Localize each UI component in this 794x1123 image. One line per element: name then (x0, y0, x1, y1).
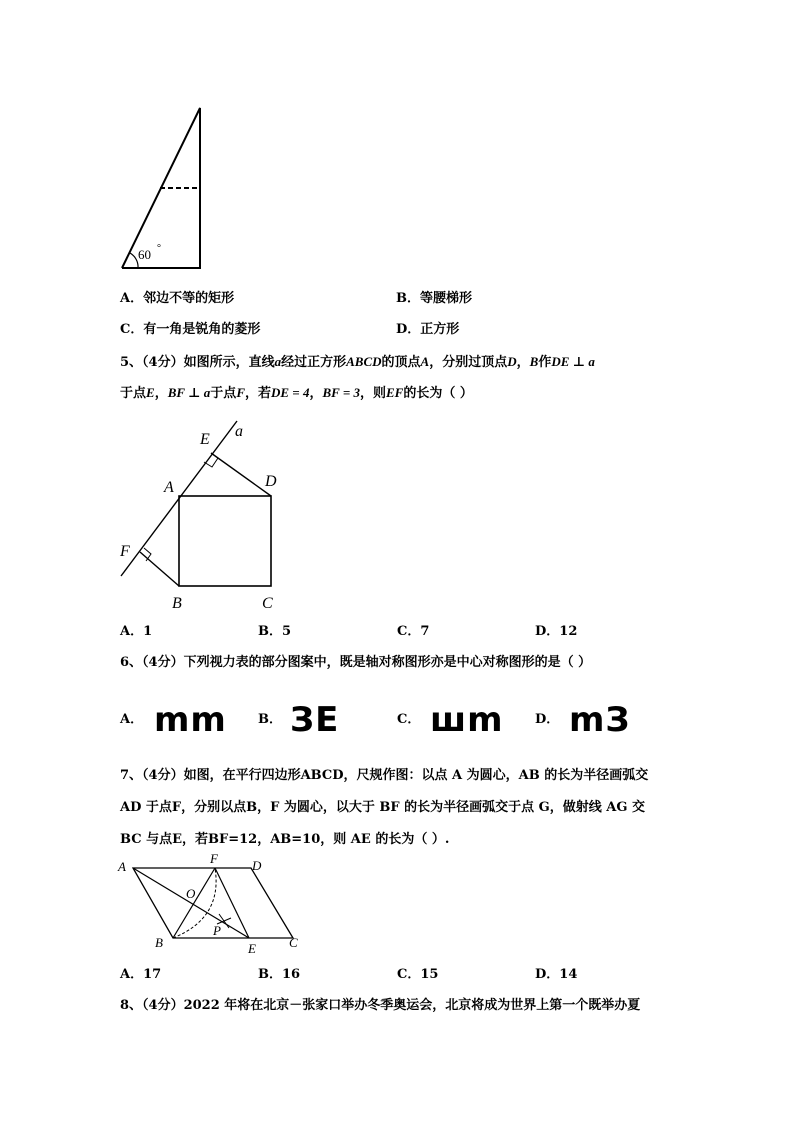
q6-option-b-letter[interactable]: B． (258, 712, 282, 727)
square-abcd (179, 496, 271, 586)
q5-stem-line2: 于点E，BF ⊥ a于点F，若DE = 4，BF = 3，则EF的长为（ ） (120, 385, 473, 401)
q5-option-b[interactable]: B．5 (258, 624, 292, 639)
q5-number: 5、（4分） (120, 355, 184, 370)
label-f: F (120, 543, 130, 560)
segment-de (211, 453, 271, 496)
q6-number: 6、（4分） (120, 655, 184, 670)
q6-option-c-glyph: шm (430, 700, 504, 740)
segment-bf (140, 552, 179, 586)
q6-stem: 6、（4分）下列视力表的部分图案中，既是轴对称图形亦是中心对称图形的是（ ） (120, 655, 592, 670)
q6-option-d-glyph: mЗ (569, 700, 631, 740)
q7-option-a[interactable]: A．17 (120, 967, 162, 982)
q7-parallelogram-figure (115, 852, 315, 956)
label-o: O (186, 886, 196, 901)
label-a-point: A (164, 479, 174, 496)
q7-option-b[interactable]: B．16 (258, 967, 301, 982)
degree-sign: ° (157, 243, 161, 254)
label-a-line: a (235, 423, 243, 440)
label-f: F (210, 852, 218, 866)
label-e: E (248, 941, 256, 956)
q5-option-c[interactable]: C．7 (397, 624, 430, 639)
q6-option-d-letter[interactable]: D． (535, 712, 560, 727)
q7-stem-line2: AD 于点F，分别以点B，F 为圆心，以大于 BF 的长为半径画弧交于点 G，做射线 AG 交 (120, 800, 645, 815)
q4-option-c[interactable]: C．有一角是锐角的菱形 (120, 322, 261, 337)
label-b: B (155, 935, 163, 950)
q6-option-a-glyph: mm (154, 700, 227, 740)
label-c: C (262, 595, 273, 612)
q4-triangle-figure (110, 100, 220, 280)
q6-option-b-glyph: ЗE (290, 700, 340, 740)
q8-stem-line1: 8、（4分）2022 年将在北京－张家口举办冬季奥运会，北京将成为世界上第一个既举办夏 (120, 998, 641, 1013)
label-a: A (118, 859, 126, 874)
label-d: D (252, 858, 262, 873)
label-d: D (265, 473, 277, 490)
q4-option-b[interactable]: B．等腰梯形 (396, 291, 473, 306)
right-angle-mark-f (144, 548, 151, 561)
q5-option-a[interactable]: A．1 (120, 624, 153, 639)
q4-option-a[interactable]: A．邻边不等的矩形 (120, 291, 235, 306)
q4-option-d[interactable]: D．正方形 (396, 322, 460, 337)
label-p: P (213, 923, 221, 938)
q8-number: 8、（4分） (120, 998, 184, 1013)
q5-stem-line1: 5、（4分）如图所示，直线a经过正方形ABCD的顶点A，分别过顶点D，B作DE ⊥ a (120, 354, 595, 370)
label-e: E (200, 431, 210, 448)
angle-label: 60 (138, 247, 151, 262)
segment-bf (173, 868, 215, 938)
q7-number: 7、（4分） (120, 768, 184, 783)
q7-option-c[interactable]: C．15 (397, 967, 439, 982)
q7-option-d[interactable]: D．14 (535, 967, 578, 982)
q5-square-figure (115, 418, 295, 616)
q7-stem-line1: 7、（4分）如图，在平行四边形ABCD，尺规作图：以点 A 为圆心，AB 的长为半径画弧交 (120, 768, 649, 783)
label-c: C (289, 935, 298, 950)
q6-option-a-letter[interactable]: A． (120, 712, 144, 727)
q7-stem-line3: BC 与点E，若BF=12，AB=10，则 AE 的长为（ ）. (120, 832, 450, 847)
angle-arc (130, 253, 138, 268)
label-b: B (172, 595, 182, 612)
q6-option-c-letter[interactable]: C． (397, 712, 421, 727)
q5-option-d[interactable]: D．12 (535, 624, 578, 639)
